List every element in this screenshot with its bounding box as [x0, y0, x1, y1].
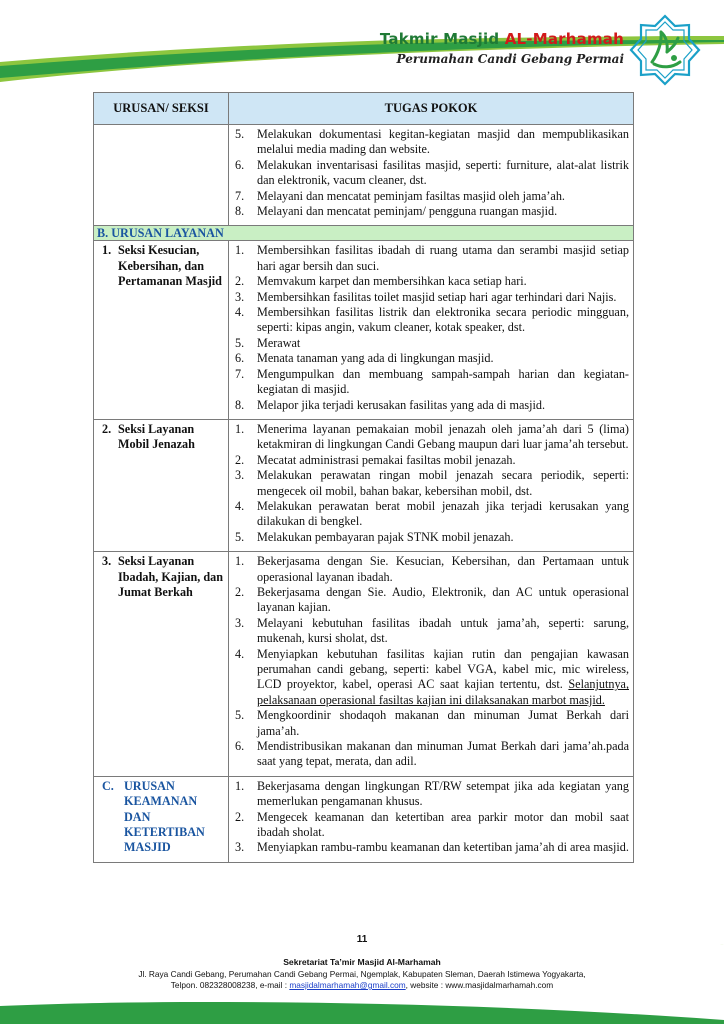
urusan-cell: 3. Seksi Layanan Ibadah, Kajian, dan Jumat Berkah: [94, 552, 229, 777]
list-item: 5. Melakukan dokumentasi kegitan-kegiatan masjid dan mempublikasikan melalui media mading dan website.: [235, 127, 629, 157]
header-text: [380, 30, 624, 66]
list-item: 5. Melakukan pembayaran pajak STNK mobil jenazah.: [235, 529, 514, 544]
underlined-note: Selanjutnya, pelaksanaan operasional fasiltas kajian ini dilaksanakan marbot masjid.: [257, 677, 629, 707]
page-number: 11: [356, 934, 368, 945]
list-item: 3. Melayani kebutuhan fasilitas ibadah untuk jama’ah, seperti: sarung, mukenah, kursi sholat, dst.: [235, 615, 629, 646]
table-row-seksi-2: [94, 419, 634, 551]
list-item: 6. Menata tanaman yang ada di lingkungan masjid.: [235, 351, 494, 366]
calligraphy-logo-icon: [628, 14, 702, 86]
list-item: 7. Melayani dan mencatat peminjam fasiltas masjid oleh jama’ah.: [235, 188, 565, 203]
seksi-label: Seksi Layanan Mobil Jenazah: [118, 421, 195, 452]
list-item: 2. Mengecek keamanan dan ketertiban area parkir motor dan mobil saat ibadah sholat.: [235, 809, 629, 840]
table-row-seksi-3: [94, 552, 634, 777]
table-row-seksi-1: [94, 241, 634, 419]
list-item: 1. Menerima layanan pemakaian mobil jenazah oleh jama’ah dari 5 (lima) ketakmiran di lingkungan Candi Gebang maupun dari luar jama’ah tersebut.: [235, 421, 629, 452]
footer-contact: Telpon. 082328008238, e-mail : masjidalmarhamah@gmail.com, website : www.masjidalmarhamah.com: [170, 980, 554, 990]
list-item: 7. Mengumpulkan dan membuang sampah-sampah harian dan kegiatan-kegiatan di masjid.: [235, 366, 629, 397]
tugas-cell: [229, 241, 634, 419]
list-item: 2. Memvakum karpet dan membersihkan kaca setiap hari.: [235, 274, 527, 289]
header-title: Takmir Masjid AL-Marhamah: [379, 30, 624, 48]
seksi-label: Seksi Layanan Ibadah, Kajian, dan Jumat Berkah: [118, 554, 223, 599]
seksi-label: Seksi Kesucian, Kebersihan, dan Pertamanan Masjid: [118, 243, 222, 289]
table-row-continued: [94, 125, 634, 226]
urusan-cell: C. URUSAN KEAMANAN DAN KETERTIBAN MASJID: [94, 776, 229, 862]
tugas-cell: [229, 552, 634, 777]
footer-email-link[interactable]: masjidalmarhamah@gmail.com: [289, 980, 406, 990]
list-item: 1. Bekerjasama dengan lingkungan RT/RW setempat jika ada kegiatan yang memerlukan pengamanan khusus.: [235, 778, 629, 809]
list-item: 6. Mendistribusikan makanan dan minuman Jumat Berkah dari jama’ah.pada saat yang tepat, merata, dan adil.: [235, 739, 629, 769]
list-item: 2. Mecatat administrasi pemakai fasiltas mobil jenazah.: [235, 452, 516, 467]
list-item: 1. Membersihkan fasilitas ibadah di ruang utama dan serambi masjid setiap hari agar bersih dan suci.: [235, 243, 629, 273]
duties-table: [93, 92, 634, 863]
list-item: 6. Melakukan inventarisasi fasilitas masjid, seperti: furniture, alat-alat listrik dan elektronik, vacum cleaner, dst.: [235, 157, 629, 188]
table-header-row: [94, 93, 634, 125]
list-item: 5. Mengkoordinir shodaqoh makanan dan minuman Jumat Berkah dari jama’ah.: [235, 708, 629, 738]
list-item: 4. Menyiapkan kebutuhan fasilitas kajian rutin dan pengajian kawasan perumahan candi gebang, seperti: kabel VGA, kabel mic, mic wireless, LCD proyektor, kabel, operasi AC saat kajian tertentu, dst. Selanjutnya, pelaksanaan operasional fasiltas kajian ini dilaksanakan marbot masjid.: [235, 646, 629, 707]
table-row-section-c: [94, 776, 634, 862]
tugas-cell: [229, 776, 634, 862]
list-item: 5. Merawat: [235, 335, 301, 350]
list-item: 1. Bekerjasama dengan Sie. Kesucian, Kebersihan, dan Pertamaan untuk operasional layanan ibadah.: [235, 554, 629, 584]
list-item: 3. Membersihkan fasilitas toilet masjid setiap hari agar terhindari dari Najis.: [235, 289, 617, 304]
list-item: 8. Melapor jika terjadi kerusakan fasilitas yang ada di masjid.: [235, 397, 546, 412]
section-b-title: B. URUSAN LAYANAN: [94, 226, 634, 241]
header-subtitle: Perumahan Candi Gebang Permai: [396, 52, 624, 66]
list-item: 4. Melakukan perawatan berat mobil jenazah jika terjadi kerusakan yang dilakukan di bengkel.: [235, 498, 629, 529]
urusan-cell: 2. Seksi Layanan Mobil Jenazah: [94, 419, 229, 551]
footer-address: Jl. Raya Candi Gebang, Perumahan Candi Gebang Permai, Ngemplak, Kabupaten Sleman, Daerah Istimewa Yogyakarta,: [138, 968, 586, 979]
col-header-urusan: URUSAN/ SEKSI: [94, 93, 229, 125]
list-item: 3. Melakukan perawatan ringan mobil jenazah secara periodik, seperti: mengecek oil mobil, bahan bakar, kebersihan mobil, dst.: [235, 468, 629, 498]
tugas-cell: [229, 125, 634, 226]
section-row-b: [94, 226, 634, 241]
list-item: 4. Membersihkan fasilitas listrik dan elektronika secara periodic mingguan, seperti: kipas angin, vakum cleaner, kotak speaker, dst.: [235, 305, 629, 335]
list-item: 3. Menyiapkan rambu-rambu keamanan dan ketertiban jama’ah di area masjid.: [235, 840, 629, 855]
urusan-cell: 1. Seksi Kesucian, Kebersihan, dan Pertamanan Masjid: [94, 241, 229, 419]
section-c-label: URUSAN KEAMANAN DAN KETERTIBAN MASJID: [124, 778, 205, 855]
footer-text: [0, 957, 724, 992]
col-header-tugas: TUGAS POKOK: [229, 93, 634, 125]
list-item: 8. Melayani dan mencatat peminjam/ pengguna ruangan masjid.: [235, 204, 558, 219]
header-title-highlight: AL-Marhamah: [504, 30, 624, 48]
urusan-cell-empty: [94, 125, 229, 226]
tugas-cell: [229, 419, 634, 551]
footer-title: Sekretariat Ta’mir Masjid Al-Marhamah: [283, 957, 441, 967]
list-item: 2. Bekerjasama dengan Sie. Audio, Elektronik, dan AC untuk operasional layanan kajian.: [235, 584, 629, 615]
